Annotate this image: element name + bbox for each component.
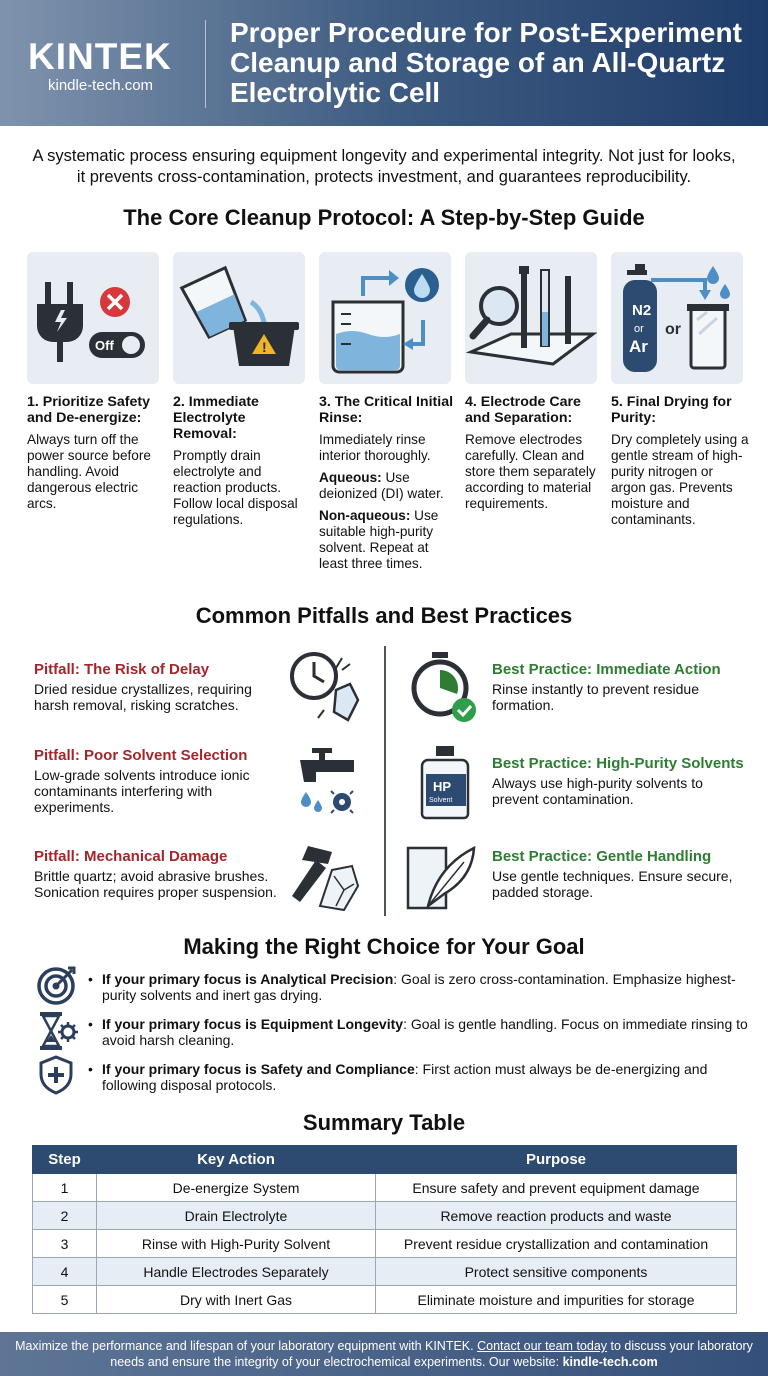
best-practice-title: Best Practice: Immediate Action xyxy=(492,661,721,678)
pitfall-item xyxy=(34,747,284,815)
electrode-magnifier-icon xyxy=(465,252,597,384)
feather-icon xyxy=(406,842,480,917)
clock-crystal-icon xyxy=(288,650,362,729)
step-3 xyxy=(319,252,457,572)
best-practice-item xyxy=(492,848,752,900)
step-2 xyxy=(173,252,311,528)
column-header: Step xyxy=(33,1146,97,1174)
pitfall-desc: Brittle quartz; avoid abrasive brushes. Sonication requires proper suspension. xyxy=(34,868,277,900)
best-practice-title: Best Practice: Gentle Handling xyxy=(492,848,712,865)
table-cell: Ensure safety and prevent equipment damage xyxy=(376,1174,737,1202)
footer-banner xyxy=(0,1332,768,1376)
table-cell: Prevent residue crystallization and contamination xyxy=(376,1230,737,1258)
table-cell: Protect sensitive components xyxy=(376,1258,737,1286)
kintek-logo: KINTEK xyxy=(28,36,172,77)
hourglass-gear-icon xyxy=(36,1010,78,1057)
header-banner xyxy=(0,0,768,126)
hammer-glass-icon xyxy=(288,840,362,919)
best-practice-item xyxy=(492,661,752,713)
step-5 xyxy=(611,252,749,528)
gas-ar-label: Ar xyxy=(629,337,648,356)
table-cell: 2 xyxy=(33,1202,97,1230)
pitfall-item xyxy=(34,661,284,713)
table-cell: 4 xyxy=(33,1258,97,1286)
plug-off-icon xyxy=(27,252,159,384)
best-practice-item xyxy=(492,755,752,807)
pour-beaker-icon xyxy=(173,252,305,384)
target-icon xyxy=(36,964,78,1011)
footer-text: to discuss your laboratory needs and ensure the integrity of your electrochemical experiments. Our website: xyxy=(110,1339,753,1369)
page-title: Proper Procedure for Post-Experiment Cleanup and Storage of an All-Quartz Electrolytic Cell xyxy=(230,17,742,108)
gas-n2-label: N2 xyxy=(632,302,652,319)
table-cell: Dry with Inert Gas xyxy=(97,1286,376,1314)
table-cell: Drain Electrolyte xyxy=(97,1202,376,1230)
bottle-hp-label: HP xyxy=(433,779,452,794)
contact-link[interactable]: Contact our team today xyxy=(477,1339,608,1353)
intro-text: A systematic process ensuring equipment longevity and experimental integrity. Not just for looks, it prevents cross-contamination, protects investment, and guarantees reproducibility. xyxy=(32,147,736,186)
shield-plus-icon xyxy=(36,1054,78,1101)
table-cell: Eliminate moisture and impurities for storage xyxy=(376,1286,737,1314)
website-link[interactable]: kindle-tech.com xyxy=(562,1355,658,1369)
pitfall-desc: Dried residue crystallizes, requiring harsh removal, risking scratches. xyxy=(34,681,252,713)
table-row xyxy=(33,1202,737,1230)
gas-or-label: or xyxy=(634,323,644,335)
table-row xyxy=(33,1286,737,1314)
step-desc: Immediately rinse interior thoroughly. xyxy=(319,432,431,463)
pitfall-title: Pitfall: The Risk of Delay xyxy=(34,661,210,678)
step-desc: Always turn off the power source before handling. Avoid dangerous electric arcs. xyxy=(27,432,151,511)
column-header: Key Action xyxy=(97,1146,376,1174)
table-cell: 5 xyxy=(33,1286,97,1314)
table-row xyxy=(33,1258,737,1286)
footer-text: Maximize the performance and lifespan of your laboratory equipment with KINTEK. xyxy=(15,1339,478,1353)
step-title: 1. Prioritize Safety and De-energize: xyxy=(27,394,151,426)
best-practice-desc: Rinse instantly to prevent residue formation. xyxy=(492,681,699,713)
step-1 xyxy=(27,252,165,512)
solvent-bottle-icon xyxy=(418,744,478,825)
step-title: 2. Immediate Electrolyte Removal: xyxy=(173,394,259,442)
column-header: Purpose xyxy=(376,1146,737,1174)
step-aqueous-note: Aqueous: Use deionized (DI) water. xyxy=(319,470,444,501)
rinse-beaker-icon xyxy=(319,252,451,384)
table-cell: 1 xyxy=(33,1174,97,1202)
best-practice-title: Best Practice: High-Purity Solvents xyxy=(492,755,744,772)
step-desc: Promptly drain electrolyte and reaction products. Follow local disposal regulations. xyxy=(173,448,298,527)
step-desc: Remove electrodes carefully. Clean and store them separately according to material requirements. xyxy=(465,432,596,511)
pitfall-item xyxy=(34,848,294,900)
goal-item: • If your primary focus is Equipment Longevity: Goal is gentle handling. Focus on immediate rinsing to avoid harsh cleaning. xyxy=(88,1016,748,1048)
protocol-heading: The Core Cleanup Protocol: A Step-by-Step Guide xyxy=(123,205,645,230)
step-nonaqueous-note: Non-aqueous: Use suitable high-purity solvent. Repeat at least three times. xyxy=(319,508,439,571)
or-label: or xyxy=(665,321,681,338)
bottle-solvent-label: Solvent xyxy=(429,797,453,804)
pitfall-title: Pitfall: Mechanical Damage xyxy=(34,848,228,865)
table-cell: Rinse with High-Purity Solvent xyxy=(97,1230,376,1258)
goal-item: • If your primary focus is Analytical Precision: Goal is zero cross-contamination. Emphasize highest-purity solvents and inert gas drying. xyxy=(88,971,736,1003)
table-cell: 3 xyxy=(33,1230,97,1258)
summary-heading: Summary Table xyxy=(302,1110,466,1135)
step-4 xyxy=(465,252,603,512)
best-practice-desc: Always use high-purity solvents to prevent contamination. xyxy=(492,775,703,807)
gas-cylinder-icon xyxy=(611,252,743,384)
stopwatch-check-icon xyxy=(408,650,482,729)
header-divider xyxy=(205,20,206,108)
summary-table xyxy=(32,1145,737,1314)
pitfall-title: Pitfall: Poor Solvent Selection xyxy=(34,747,248,764)
logo-website[interactable]: kindle-tech.com xyxy=(48,77,154,94)
table-cell: De-energize System xyxy=(97,1174,376,1202)
faucet-drops-icon xyxy=(290,744,364,823)
column-divider xyxy=(384,646,386,916)
step-title: 5. Final Drying for Purity: xyxy=(611,394,732,426)
table-row xyxy=(33,1174,737,1202)
table-cell: Remove reaction products and waste xyxy=(376,1202,737,1230)
step-title: 3. The Critical Initial Rinse: xyxy=(319,394,454,426)
table-cell: Handle Electrodes Separately xyxy=(97,1258,376,1286)
pitfalls-heading: Common Pitfalls and Best Practices xyxy=(195,603,573,628)
switch-off-label: Off xyxy=(95,338,114,353)
svg-text:!: ! xyxy=(262,339,267,355)
pitfall-desc: Low-grade solvents introduce ionic contaminants interfering with experiments. xyxy=(34,767,250,815)
goal-item: • If your primary focus is Safety and Compliance: First action must always be de-energizing and following disposal protocols. xyxy=(88,1061,708,1093)
step-desc: Dry completely using a gentle stream of high-purity nitrogen or argon gas. Prevents moisture and contaminants. xyxy=(611,432,749,527)
goals-heading: Making the Right Choice for Your Goal xyxy=(183,934,585,959)
table-row xyxy=(33,1230,737,1258)
best-practice-desc: Use gentle techniques. Ensure secure, padded storage. xyxy=(492,868,733,900)
step-title: 4. Electrode Care and Separation: xyxy=(465,394,581,426)
